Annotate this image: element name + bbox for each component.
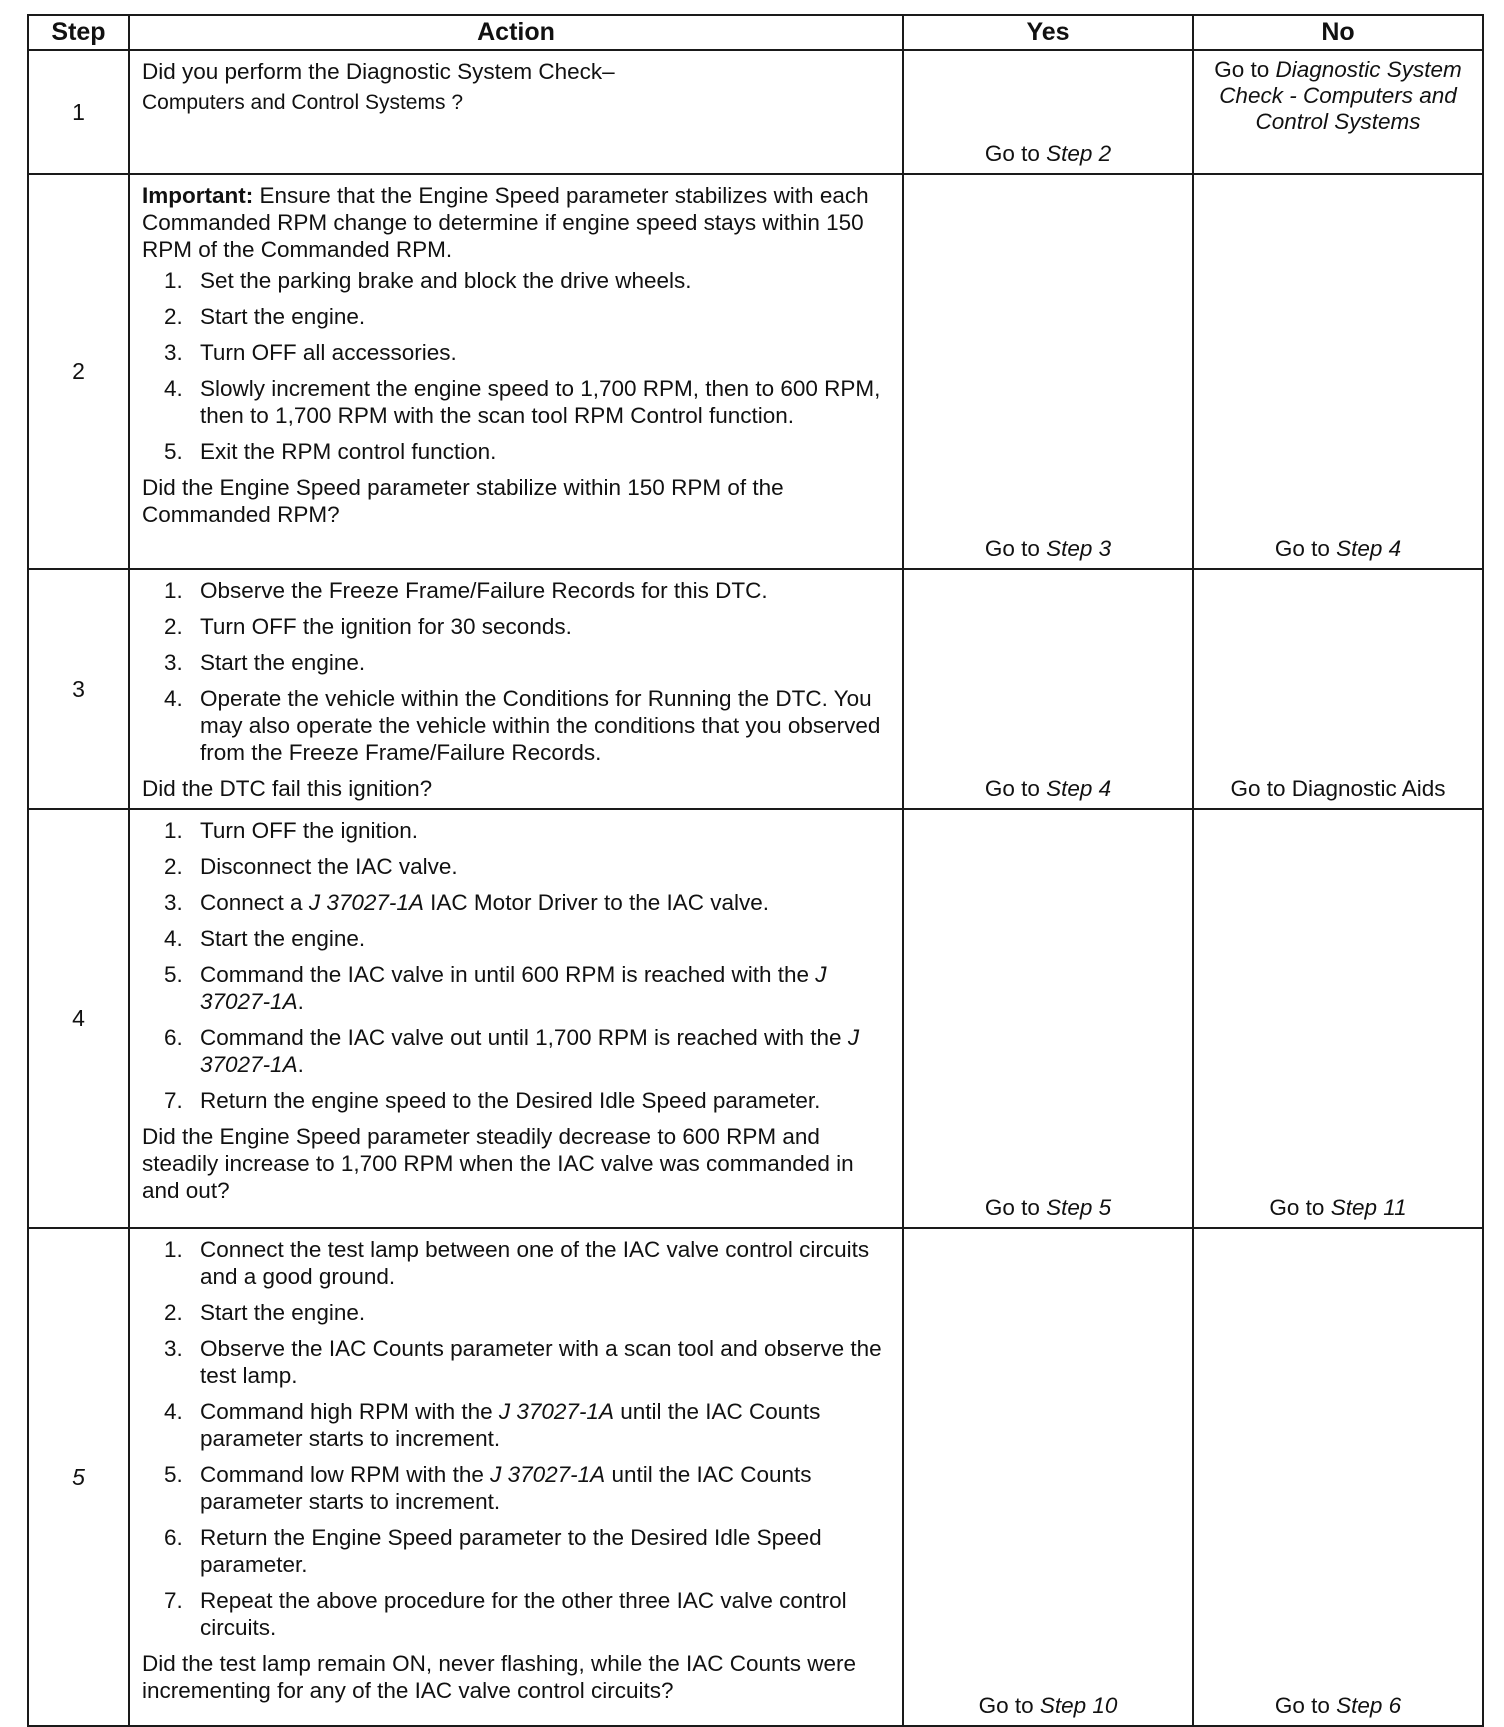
list-item: 1. Connect the test lamp between one of the IAC valve control circuits and a good ground. bbox=[164, 1237, 870, 1289]
tool-reference: J 37027-1A bbox=[200, 962, 827, 1014]
yes-cell[interactable]: Go to Step 3 bbox=[903, 174, 1193, 569]
no-link[interactable]: Step 11 bbox=[1330, 1195, 1407, 1220]
list-item: 7. Return the engine speed to the Desired Idle Speed parameter. bbox=[164, 1088, 821, 1113]
header-action: Action bbox=[129, 15, 903, 50]
step-number: 3 bbox=[28, 569, 129, 809]
important-note: Important: Ensure that the Engine Speed parameter stabilizes with each Commanded RPM change to determine if engine speed stays within 150 RPM of the Commanded RPM. bbox=[142, 183, 869, 262]
step1-question-line1: Did you perform the Diagnostic System Check– bbox=[142, 59, 615, 84]
step-question: Did the test lamp remain ON, never flashing, while the IAC Counts were incrementing for any of the IAC valve control circuits? bbox=[142, 1651, 857, 1703]
yes-cell[interactable]: Go to Step 10 bbox=[903, 1228, 1193, 1726]
list-item: 7. Repeat the above procedure for the other three IAC valve control circuits. bbox=[164, 1588, 847, 1640]
no-cell[interactable] bbox=[1193, 569, 1483, 809]
list-item: 1. Set the parking brake and block the drive wheels. bbox=[164, 268, 692, 293]
step-number: 1 bbox=[28, 50, 129, 174]
list-item: 4. Slowly increment the engine speed to 1,700 RPM, then to 600 RPM, then to 1,700 RPM with the scan tool RPM Control function. bbox=[164, 376, 881, 428]
yes-cell[interactable]: Go to Step 2 bbox=[903, 50, 1193, 174]
table-row bbox=[28, 50, 1483, 174]
table-row bbox=[28, 809, 1483, 1228]
action-cell bbox=[129, 809, 903, 1228]
header-no: No bbox=[1193, 15, 1483, 50]
table-header-row bbox=[28, 15, 1483, 50]
list-item: 4. Operate the vehicle within the Conditions for Running the DTC. You may also operate the vehicle within the conditions that you observed from the Freeze Frame/Failure Records. bbox=[164, 686, 881, 765]
list-item: 2. Turn OFF the ignition for 30 seconds. bbox=[164, 614, 572, 639]
header-yes: Yes bbox=[903, 15, 1193, 50]
tool-reference: J 37027-1A bbox=[498, 1399, 614, 1424]
step-question: Did the DTC fail this ignition? bbox=[142, 776, 433, 801]
action-cell bbox=[129, 50, 903, 174]
list-item: 4. Command high RPM with the J 37027-1A until the IAC Counts parameter starts to increment. bbox=[164, 1399, 821, 1451]
no-link[interactable]: Diagnostic System Check - Computers and Control Systems bbox=[1219, 57, 1462, 134]
no-link[interactable]: Step 4 bbox=[1336, 536, 1402, 561]
procedure-list bbox=[142, 267, 892, 465]
yes-cell[interactable]: Go to Step 5 bbox=[903, 809, 1193, 1228]
diagnostic-table bbox=[27, 14, 1484, 1727]
no-link[interactable]: Go to Diagnostic Aids bbox=[1230, 776, 1446, 801]
table-row bbox=[28, 1228, 1483, 1726]
action-cell bbox=[129, 569, 903, 809]
tool-reference: J 37027-1A bbox=[200, 1025, 860, 1077]
list-item: 2. Start the engine. bbox=[164, 1300, 366, 1325]
no-cell[interactable]: Go to Diagnostic System Check - Computers and Control Systems bbox=[1193, 50, 1483, 174]
list-item: 6. Command the IAC valve out until 1,700 RPM is reached with the J 37027-1A. bbox=[164, 1025, 860, 1077]
yes-link[interactable]: Step 3 bbox=[1046, 536, 1112, 561]
procedure-list bbox=[142, 1236, 892, 1641]
list-item: 3. Connect a J 37027-1A IAC Motor Driver to the IAC valve. bbox=[164, 890, 770, 915]
list-item: 2. Start the engine. bbox=[164, 304, 366, 329]
tool-reference: J 37027-1A bbox=[308, 890, 424, 915]
list-item: 5. Command low RPM with the J 37027-1A until the IAC Counts parameter starts to increment. bbox=[164, 1462, 812, 1514]
list-item: 3. Observe the IAC Counts parameter with a scan tool and observe the test lamp. bbox=[164, 1336, 882, 1388]
header-step: Step bbox=[28, 15, 129, 50]
list-item: 4. Start the engine. bbox=[164, 926, 366, 951]
procedure-list bbox=[142, 817, 892, 1114]
no-link[interactable]: Step 6 bbox=[1336, 1693, 1402, 1718]
procedure-list bbox=[142, 577, 892, 766]
action-cell bbox=[129, 1228, 903, 1726]
no-cell[interactable]: Go to Step 11 bbox=[1193, 809, 1483, 1228]
yes-link[interactable]: Step 5 bbox=[1046, 1195, 1112, 1220]
list-item: 3. Start the engine. bbox=[164, 650, 366, 675]
no-cell[interactable]: Go to Step 6 bbox=[1193, 1228, 1483, 1726]
step-number: 4 bbox=[28, 809, 129, 1228]
step-number: 5 bbox=[28, 1228, 129, 1726]
list-item: 5. Exit the RPM control function. bbox=[164, 439, 497, 464]
action-cell bbox=[129, 174, 903, 569]
list-item: 1. Turn OFF the ignition. bbox=[164, 818, 419, 843]
step-question: Did the Engine Speed parameter steadily decrease to 600 RPM and steadily increase to 1,700 RPM when the IAC valve was commanded in and out? bbox=[142, 1124, 854, 1203]
tool-reference: J 37027-1A bbox=[490, 1462, 606, 1487]
step-question: Did the Engine Speed parameter stabilize within 150 RPM of the Commanded RPM? bbox=[142, 475, 784, 527]
no-cell[interactable]: Go to Step 4 bbox=[1193, 174, 1483, 569]
table-row bbox=[28, 569, 1483, 809]
list-item: 1. Observe the Freeze Frame/Failure Records for this DTC. bbox=[164, 578, 768, 603]
yes-link[interactable]: Step 2 bbox=[1046, 141, 1112, 166]
list-item: 2. Disconnect the IAC valve. bbox=[164, 854, 458, 879]
step-number: 2 bbox=[28, 174, 129, 569]
table-row bbox=[28, 174, 1483, 569]
yes-cell[interactable]: Go to Step 4 bbox=[903, 569, 1193, 809]
step1-question-line2: Computers and Control Systems ? bbox=[142, 91, 463, 114]
list-item: 6. Return the Engine Speed parameter to the Desired Idle Speed parameter. bbox=[164, 1525, 822, 1577]
list-item: 5. Command the IAC valve in until 600 RPM is reached with the J 37027-1A. bbox=[164, 962, 827, 1014]
list-item: 3. Turn OFF all accessories. bbox=[164, 340, 457, 365]
yes-link[interactable]: Step 4 bbox=[1046, 776, 1112, 801]
yes-link[interactable]: Step 10 bbox=[1039, 1693, 1118, 1718]
